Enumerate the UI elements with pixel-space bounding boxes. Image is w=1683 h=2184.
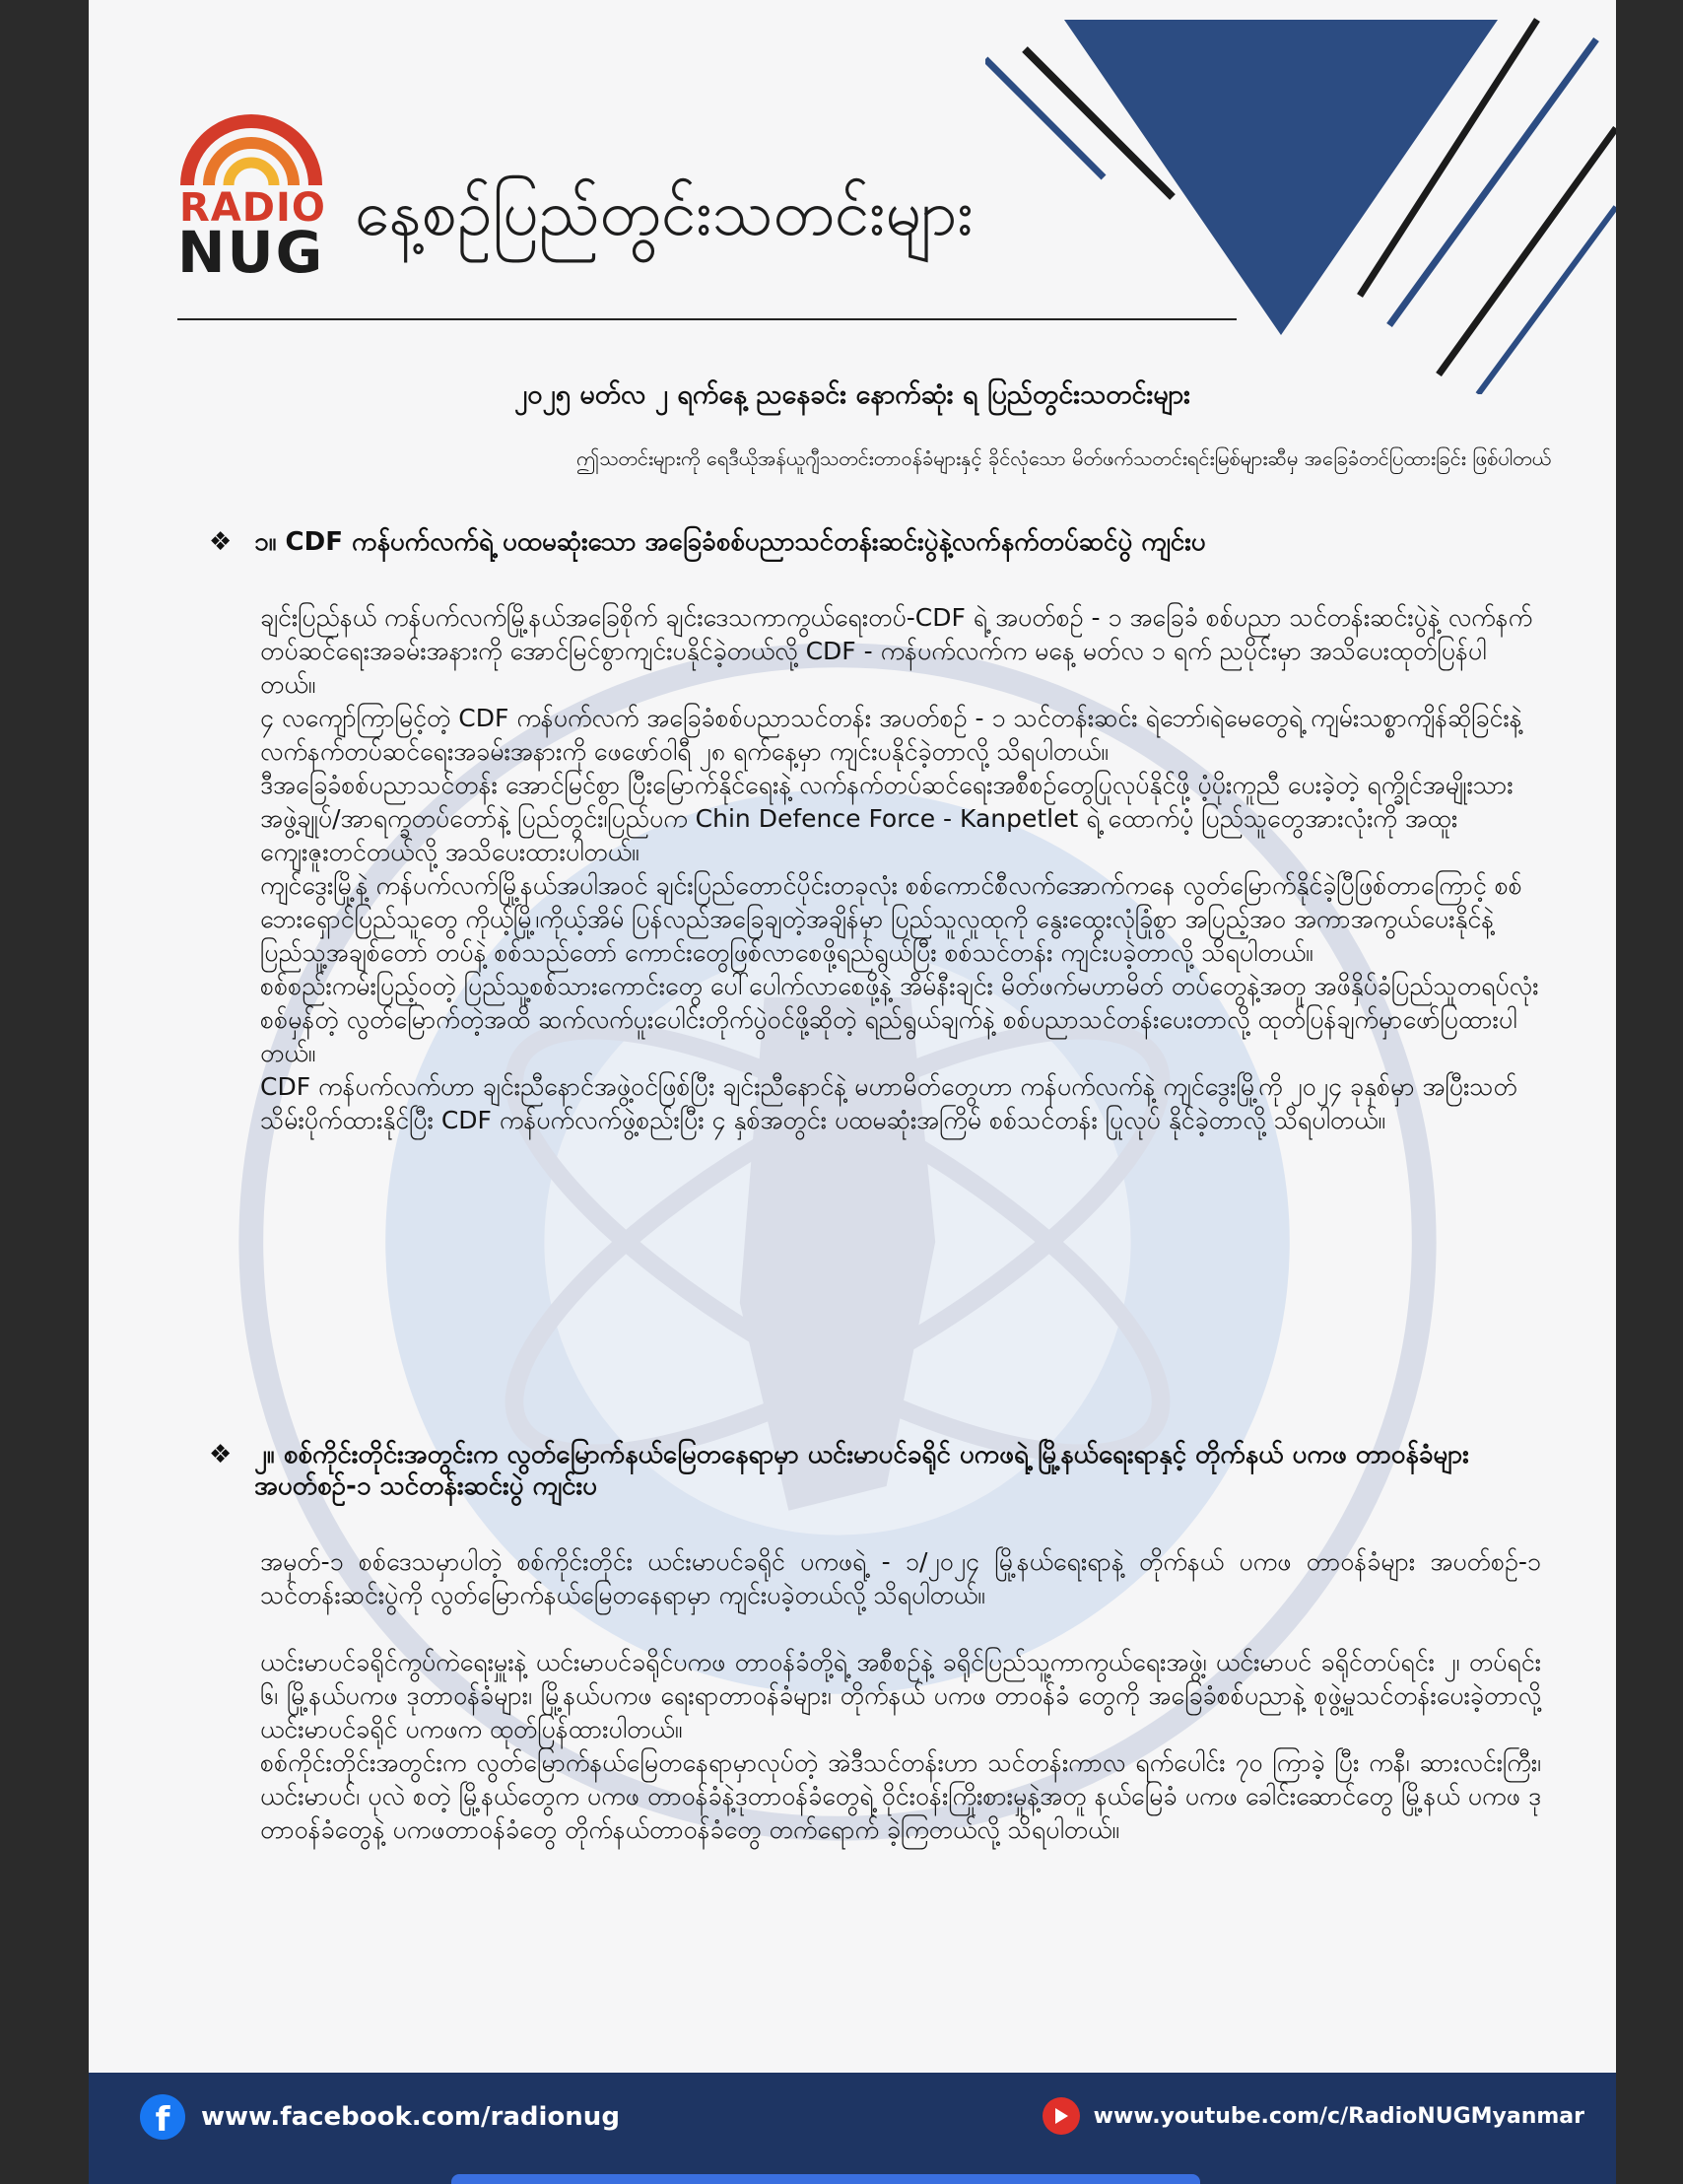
report-title: ၂၀၂၅ မတ်လ ၂ ရက်နေ့ ညနေခင်း နောက်ဆုံး ရ ပြည်တွင်းသတင်းများ [514, 379, 1190, 410]
news-paragraph: စစ်ကိုင်းတိုင်းအတွင်းက လွတ်မြောက်နယ်မြေတနေရာမှာလုပ်တဲ့ အဲဒီသင်တန်းဟာ သင်တန်းကာလ ရက်ပေါင်း ၇၀ ကြာခဲ့ ပြီး ကနီ၊ ဆားလင်းကြီး၊ ယင်းမာပင်၊ ပုလဲ စတဲ့ မြို့နယ်တွေက ပကဖ တာဝန်ခံနဲ့ဒုတာဝန်ခံတွေရဲ့ ဝိုင်းဝန်းကြိုးစားမှုနဲ့အတူ နယ်မြေခံ ပကဖ ခေါင်းဆောင်တွေ မြို့နယ် ပကဖ ဒုတာဝန်ခံတွေနဲ့ ပကဖတာဝန်ခံတွေ တိုက်နယ်တာဝန်ခံတွေ တက်ရောက် ခဲ့ကြတယ်လို့ သိရပါတယ်။ [260, 1748, 1541, 1844]
news-heading: ၁။ CDF ကန်ပက်လက်ရဲ့ ပထမဆုံးသော အခြေခံစစ်ပညာသင်တန်းဆင်းပွဲနဲ့လက်နက်တပ်ဆင်ပွဲ ကျင်းပ [254, 527, 1206, 557]
news-item-1 [209, 526, 1541, 1137]
news-paragraph: အမှတ်-၁ စစ်ဒေသမှာပါတဲ့ စစ်ကိုင်းတိုင်း ယင်းမာပင်ခရိုင် ပကဖရဲ့ - ၁/၂၀၂၄ မြို့နယ်ရေးရာနဲ့ တိုက်နယ် ပကဖ တာဝန်ခံများ အပတ်စဉ်-၁ သင်တန်းဆင်းပွဲကို လွတ်မြောက်နယ်မြေတနေရာမှာ ကျင်းပခဲ့တယ်လို့ သိရပါတယ်။ [260, 1547, 1541, 1609]
bulletin-title: နေ့စဉ်ပြည်တွင်းသတင်းများ [355, 177, 974, 250]
news-item-2 [209, 1439, 1541, 1847]
news-paragraph: ယင်းမာပင်ခရိုင်ကွပ်ကဲရေးမှူးနဲ့ ယင်းမာပင်ခရိုင်ပကဖ တာဝန်ခံတို့ရဲ့ အစီစဉ်နဲ့ ခရိုင်ပြည်သူ့ကာကွယ်ရေးအဖွဲ့၊ ယင်းမာပင် ခရိုင်တပ်ရင်း ၂၊ တပ်ရင်း ၆၊ မြို့နယ်ပကဖ ဒုတာဝန်ခံများ၊ မြို့နယ်ပကဖ ရေးရာတာဝန်ခံများ၊ တိုက်နယ် ပကဖ တာဝန်ခံ တွေကို အခြေခံစစ်ပညာနဲ့ စုဖွဲ့မှုသင်တန်းပေးခဲ့တာလို့ ယင်းမာပင်ခရိုင် ပကဖက ထုတ်ပြန်ထားပါတယ်။ [260, 1648, 1541, 1743]
news-paragraph: ၄ လကျော်ကြာမြင့်တဲ့ CDF ကန်ပက်လက် အခြေခံစစ်ပညာသင်တန်း အပတ်စဉ် - ၁ သင်တန်းဆင်း ရဲဘော်၊ရဲမေတွေရဲ့ ကျမ်းသစ္စာကျိန်ဆိုခြင်းနဲ့ လက်နက်တပ်ဆင်ရေးအခမ်းအနားကို ဖေဖော်ဝါရီ ၂၈ ရက်နေ့မှာ ကျင်းပနိုင်ခဲ့တာလို့ သိရပါတယ်။ [260, 704, 1522, 766]
news-heading: ၂။ စစ်ကိုင်းတိုင်းအတွင်းက လွတ်မြောက်နယ်မြေတနေရာမှာ ယင်းမာပင်ခရိုင် ပကဖရဲ့ မြို့နယ်ရေးရာနှင့် တိုက်နယ် ပကဖ တာဝန်ခံများ အပတ်စဉ်-၁ သင်တန်းဆင်းပွဲ ကျင်းပ [254, 1440, 1469, 1501]
facebook-link[interactable] [140, 2094, 620, 2140]
footer-accent-bar [451, 2174, 1200, 2184]
news-paragraph: CDF ကန်ပက်လက်ဟာ ချင်းညီနောင်အဖွဲ့ဝင်ဖြစ်ပြီး ချင်းညီနောင်နဲ့ မဟာမိတ်တွေဟာ ကန်ပက်လက်နဲ့ ကျင်ဒွေးမြို့ကို ၂၀၂၄ ခုနှစ်မှာ အပြီးသတ်သိမ်းပိုက်ထားနိုင်ပြီး CDF ကန်ပက်လက်ဖွဲ့စည်းပြီး ၄ နှစ်အတွင်း ပထမဆုံးအကြိမ် စစ်သင်တန်း ပြုလုပ် နိုင်ခဲ့တာလို့ သိရပါတယ်။ [260, 1072, 1517, 1134]
news-paragraph: ချင်းပြည်နယ် ကန်ပက်လက်မြို့နယ်အခြေစိုက် ချင်းဒေသကာကွယ်ရေးတပ်-CDF ရဲ့ အပတ်စဉ် - ၁ အခြေခံ စစ်ပညာ သင်တန်းဆင်းပွဲနဲ့ လက်နက်တပ်ဆင်ရေးအခမ်းအနားကို အောင်မြင်စွာကျင်းပနိုင်ခဲ့တယ်လို့ CDF - ကန်ပက်လက်က မနေ့ မတ်လ ၁ ရက် ညပိုင်းမှာ အသိပေးထုတ်ပြန်ပါတယ်။ [260, 603, 1533, 699]
news-paragraph: စစ်စည်းကမ်းပြည့်ဝတဲ့ ပြည်သူ့စစ်သားကောင်းတွေ ပေါ်ပေါက်လာစေဖို့နဲ့ အိမ်နီးချင်း မိတ်ဖက်မဟာမိတ် တပ်တွေနဲ့အတူ အဖိနှိပ်ခံပြည်သူတရပ်လုံး စစ်မှန်တဲ့ လွတ်မြောက်တဲ့အထိ ဆက်လက်ပူးပေါင်းတိုက်ပွဲဝင်ဖို့ဆိုတဲ့ ရည်ရွယ်ချက်နဲ့ စစ်ပညာသင်တန်းပေးတာလို့ ထုတ်ပြန်ချက်မှာဖော်ပြထားပါတယ်။ [260, 972, 1539, 1067]
bullet-icon: ❖ [209, 1440, 233, 1469]
youtube-link[interactable] [1043, 2097, 1584, 2135]
corner-decoration [985, 0, 1616, 394]
youtube-url[interactable]: www.youtube.com/c/RadioNUGMyanmar [1093, 2103, 1584, 2129]
logo-nug-text: NUG [177, 219, 325, 286]
facebook-icon: f [140, 2094, 185, 2140]
news-paragraph: ကျင်ဒွေးမြို့နဲ့ ကန်ပက်လက်မြို့နယ်အပါအဝင် ချင်းပြည်တောင်ပိုင်းတခုလုံး စစ်ကောင်စီလက်အောက်ကနေ လွတ်မြောက်နိုင်ခဲ့ပြီဖြစ်တာကြောင့် စစ်ဘေးရှောင်ပြည်သူတွေ ကိုယ့်မြို့၊ကိုယ့်အိမ် ပြန်လည်အခြေချတဲ့အချိန်မှာ ပြည်သူလူထုကို နွေးထွေးလုံခြုံစွာ အပြည့်အဝ အကာအကွယ်ပေးနိုင်နဲ့ ပြည်သူ့အချစ်တော် တပ်နဲ့ စစ်သည်တော် ကောင်းတွေဖြစ်လာစေဖို့ရည်ရွယ်ပြီး စစ်သင်တန်း ကျင်းပခဲ့တာလို့ သိရပါတယ်။ [260, 871, 1522, 967]
header-divider [177, 318, 1237, 320]
report-subtitle: ဤသတင်းများကို ရေဒီယိုအန်ယူဂျီသတင်းတာဝန်ခံများနှင့် ခိုင်လုံသော မိတ်ဖက်သတင်းရင်းမြစ်များဆီမှ အခြေခံတင်ပြထားခြင်း ဖြစ်ပါတယ် [576, 446, 1551, 470]
news-paragraph: ဒီအခြေခံစစ်ပညာသင်တန်း အောင်မြင်စွာ ပြီးမြောက်နိုင်ရေးနဲ့ လက်နက်တပ်ဆင်ရေးအစီစဉ်တွေပြုလုပ်နိုင်ဖို့ ပံ့ပိုးကူညီ ပေးခဲ့တဲ့ ရက္ခိုင်အမျိုးသားအဖွဲ့ချုပ်/အာရက္ခတပ်တော်နဲ့ ပြည်တွင်း၊ပြည်ပက Chin Defence Force - Kanpetlet ရဲ့ ထောက်ပံ့ ပြည်သူတွေအားလုံးကို အထူးကျေးဇူးတင်တယ်လို့ အသိပေးထားပါတယ်။ [260, 771, 1514, 866]
bullet-icon: ❖ [209, 527, 233, 557]
radio-nug-logo [177, 108, 326, 286]
facebook-url[interactable]: www.facebook.com/radionug [201, 2102, 620, 2132]
youtube-play-icon [1043, 2097, 1080, 2135]
logo-arcs [177, 108, 325, 187]
document-page [89, 0, 1616, 2184]
logo-radio-text: RADIO [179, 185, 326, 231]
